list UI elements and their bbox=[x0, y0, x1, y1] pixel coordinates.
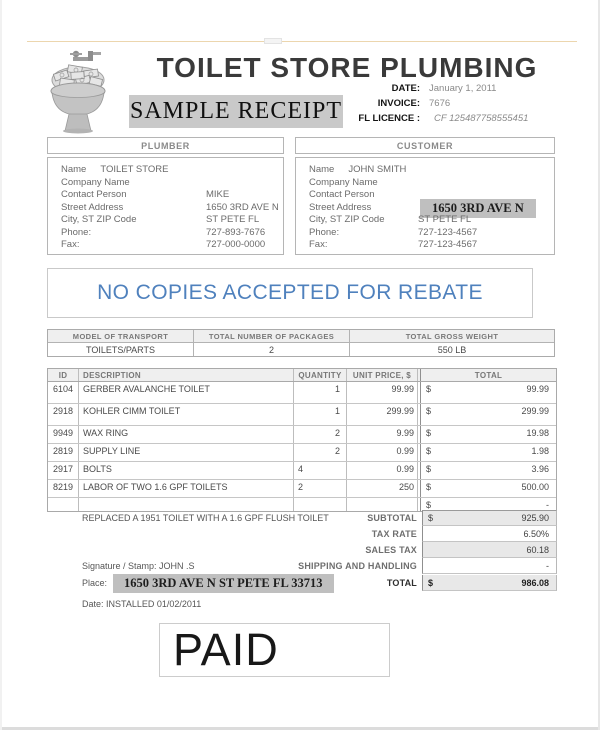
install-date-row bbox=[47, 592, 557, 609]
licence-label: FL LICENCE : bbox=[358, 113, 420, 124]
transport-header-weight: TOTAL GROSS WEIGHT bbox=[405, 331, 499, 341]
summary-section bbox=[47, 510, 557, 609]
date-label: DATE: bbox=[391, 83, 420, 94]
work-note: REPLACED A 1951 TOILET WITH A 1.6 GPF FLUSH TOILET bbox=[82, 513, 329, 523]
licence-row bbox=[342, 113, 560, 124]
items-header-description: DESCRIPTION bbox=[79, 369, 294, 381]
item-row-empty: $ - bbox=[48, 498, 556, 511]
shipping-value: - bbox=[422, 558, 557, 574]
plumber-name: TOILET STORE bbox=[100, 164, 169, 175]
transport-packages-value: 2 bbox=[194, 343, 350, 356]
licence-value: CF 125487758555451 bbox=[434, 113, 529, 124]
total-row bbox=[47, 574, 557, 592]
signature-stamp-text: Signature / Stamp: JOHN .S bbox=[82, 561, 195, 571]
place-label: Place: bbox=[82, 578, 108, 588]
item-row: 2917 BOLTS 4 0.99 $ 3.96 bbox=[48, 462, 556, 480]
item-row: 2819 SUPPLY LINE 2 0.99 $ 1.98 bbox=[48, 444, 556, 462]
tax-rate-row bbox=[47, 526, 557, 542]
transport-header-row bbox=[48, 330, 554, 343]
no-copies-banner: NO COPIES ACCEPTED FOR REBATE bbox=[47, 268, 533, 318]
transport-value-row bbox=[48, 343, 554, 356]
items-header-quantity: QUANTITY bbox=[294, 369, 347, 381]
items-header-id: ID bbox=[48, 369, 79, 381]
plumber-fax: 727-000-0000 bbox=[206, 239, 266, 250]
customer-fax: 727-123-4567 bbox=[418, 239, 478, 250]
total-label: TOTAL bbox=[386, 578, 417, 588]
transport-model-value: TOILETS/PARTS bbox=[48, 343, 194, 356]
shipping-label: SHIPPING AND HANDLING bbox=[298, 561, 417, 571]
item-row: 9949 WAX RING 2 9.99 $ 19.98 bbox=[48, 426, 556, 444]
invoice-meta bbox=[342, 83, 560, 128]
sales-tax-value: 60.18 bbox=[422, 542, 557, 558]
tax-rate-label: TAX RATE bbox=[371, 529, 417, 539]
sales-tax-label: SALES TAX bbox=[365, 545, 417, 555]
shipping-row bbox=[47, 558, 557, 574]
page-title: TOILET STORE PLUMBING bbox=[156, 52, 538, 83]
transport-header-packages: TOTAL NUMBER OF PACKAGES bbox=[194, 330, 350, 342]
transport-weight-value: 550 LB bbox=[437, 344, 467, 355]
customer-street-highlighted: 1650 3RD AVE N bbox=[420, 199, 536, 218]
item-row: 8219 LABOR OF TWO 1.6 GPF TOILETS 2 250 $ 500.00 bbox=[48, 480, 556, 498]
subtotal-label: SUBTOTAL bbox=[367, 513, 417, 523]
customer-phone: 727-123-4567 bbox=[418, 226, 478, 238]
customer-section-header: CUSTOMER bbox=[295, 137, 555, 154]
transport-table bbox=[47, 329, 555, 357]
date-row bbox=[342, 83, 560, 94]
plumber-phone: 727-893-7676 bbox=[206, 226, 266, 238]
plumber-info-box: Name TOILET STORE Company Name Contact Person MIKE Street Address 1650 3RD AVE N City, ST ZIP Code ST PETE FL Phone: 727-893-7676 Fax: 727-000-0000 bbox=[47, 157, 284, 255]
item-row: 2918 KOHLER CIMM TOILET 1 299.99 $ 299.99 bbox=[48, 404, 556, 426]
customer-name-row: Name JOHN SMITH bbox=[309, 164, 407, 175]
subtotal-row bbox=[47, 510, 557, 526]
items-table bbox=[47, 368, 557, 512]
customer-city: ST PETE FL bbox=[418, 214, 472, 225]
plumber-contact: MIKE bbox=[206, 189, 230, 200]
subtotal-value: $ 925.90 bbox=[422, 510, 557, 526]
plumber-section-header: PLUMBER bbox=[47, 137, 284, 154]
customer-info-box: Name JOHN SMITH Company Name Contact Person Street Address 1650 3RD AVE N City, ST ZIP Code ST PETE FL Phone: 727-123-4567 Fax: 727-123-4567 bbox=[295, 157, 555, 255]
invoice-value: 7676 bbox=[429, 98, 451, 109]
items-header-row bbox=[48, 369, 556, 382]
install-date-text: Date: INSTALLED 01/02/2011 bbox=[82, 599, 202, 609]
total-value: $ 986.08 bbox=[422, 575, 557, 591]
top-divider-line bbox=[27, 41, 577, 42]
date-value: January 1, 2011 bbox=[429, 83, 497, 94]
tax-rate-value: 6.50% bbox=[422, 526, 557, 542]
plumber-name-row: Name TOILET STORE bbox=[61, 164, 169, 175]
invoice-row bbox=[342, 98, 560, 109]
customer-name: JOHN SMITH bbox=[348, 164, 407, 175]
sample-receipt-stamp: SAMPLE RECEIPT bbox=[129, 95, 343, 128]
place-address-highlighted: 1650 3RD AVE N ST PETE FL 33713 bbox=[113, 574, 334, 593]
plumber-city: ST PETE FL bbox=[206, 214, 260, 225]
invoice-label: INVOICE: bbox=[377, 98, 420, 109]
items-header-unit-price: UNIT PRICE, $ bbox=[347, 369, 418, 381]
item-row: 6104 GERBER AVALANCHE TOILET 1 99.99 $ 99.99 bbox=[48, 382, 556, 404]
plumber-street: 1650 3RD AVE N bbox=[206, 201, 279, 213]
items-header-total: TOTAL bbox=[474, 371, 503, 380]
top-center-notch bbox=[264, 38, 282, 44]
sales-tax-row bbox=[47, 542, 557, 558]
transport-header-model: MODEL OF TRANSPORT bbox=[48, 330, 194, 342]
toilet-money-logo-icon bbox=[46, 48, 110, 134]
paid-stamp: PAID bbox=[159, 623, 390, 677]
